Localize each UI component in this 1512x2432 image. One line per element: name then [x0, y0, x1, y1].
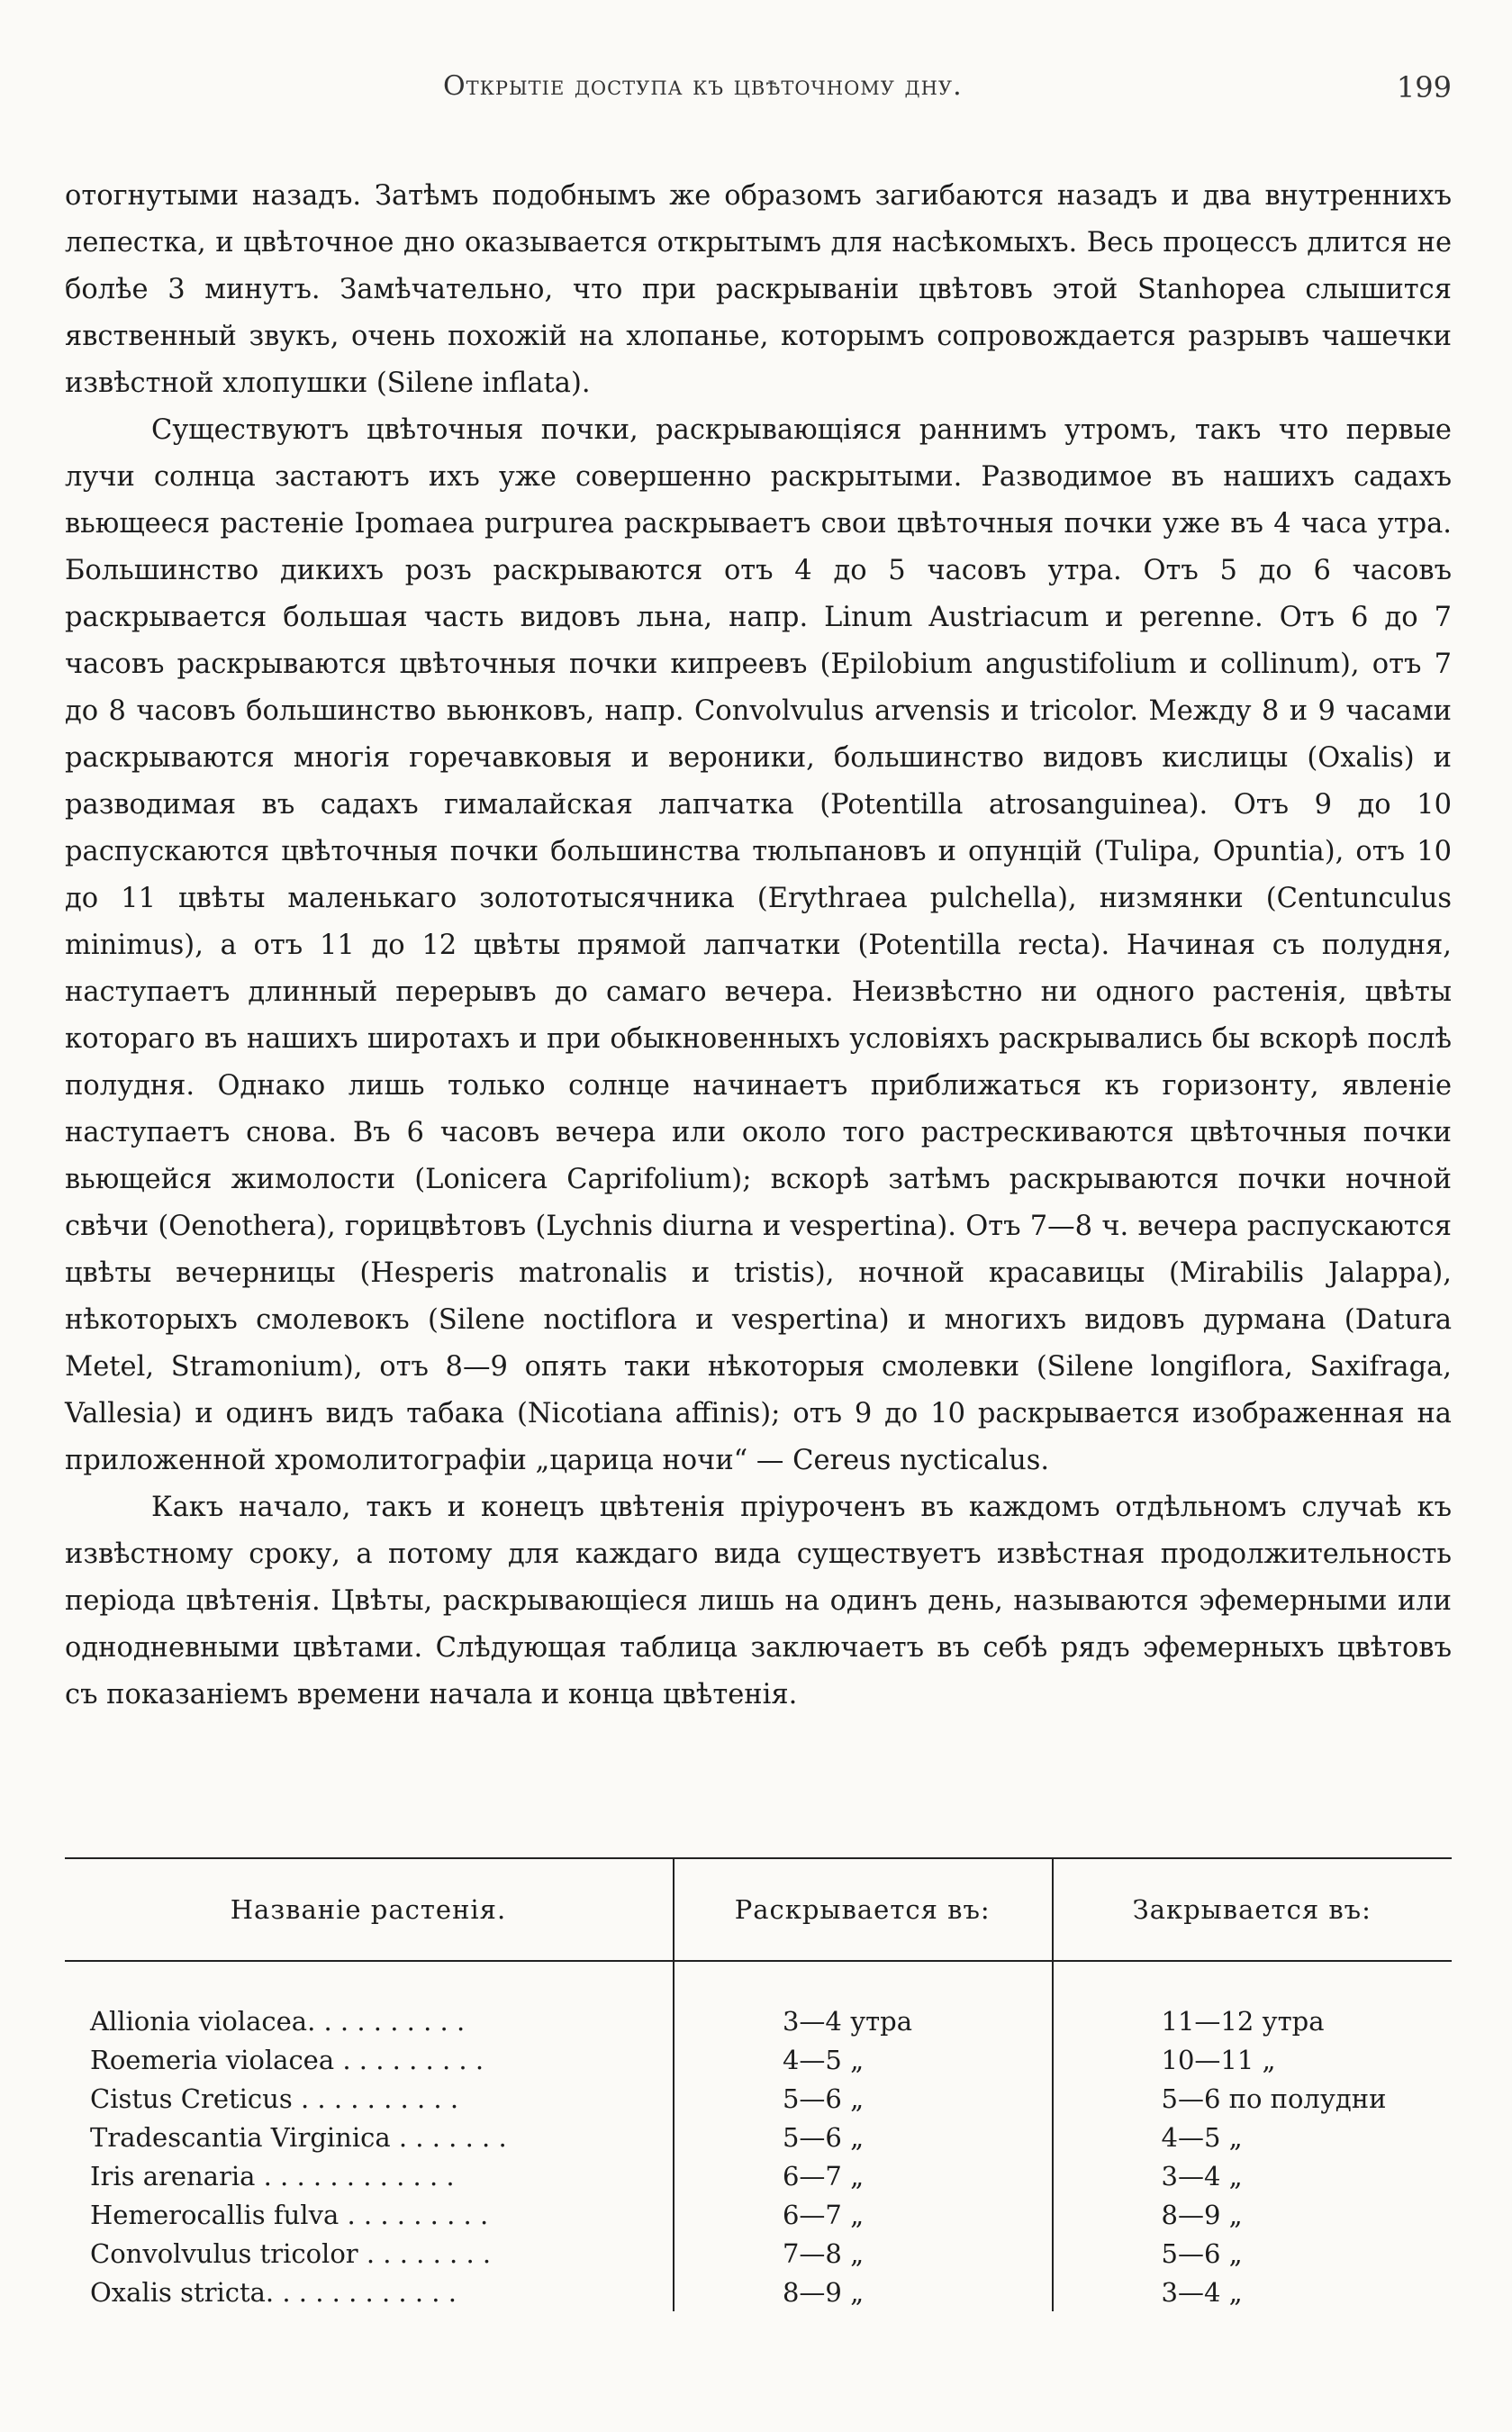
plant-name-cell: Oxalis stricta. . . . . . . . . . . .: [90, 2276, 457, 2308]
page-title: Открытіе доступа къ цвѣточному дну.: [443, 70, 963, 102]
closes-cell: 10—11 „: [1053, 2040, 1452, 2079]
closes-cell: 5—6 „: [1053, 2234, 1452, 2273]
paragraph-1: отогнутыми назадъ. Затѣмъ подобнымъ же образомъ загибаются назадъ и два внутреннихъ лепестка, и цвѣточное дно оказывается открытымъ для насѣкомыхъ. Весь процессъ длится не болѣе 3 минутъ. Замѣчательно, что при раскрываніи цвѣтовъ этой Stanhopea слышится явственный звукъ, очень похожій на хлопанье, которымъ сопровождается разрывъ чашечки извѣстной хлопушки (Silene inflata).: [65, 180, 1452, 399]
page-number: 199: [1396, 70, 1452, 104]
plant-name-cell: Convolvulus tricolor . . . . . . . .: [90, 2237, 492, 2269]
closes-cell: 4—5 „: [1053, 2118, 1452, 2156]
ephemeral-flowers-table: [65, 1857, 1452, 2311]
table-row: [65, 2001, 1452, 2040]
plant-name-cell: Iris arenaria . . . . . . . . . . . .: [90, 2160, 455, 2192]
table-row: [65, 2234, 1452, 2273]
plant-name-cell: Allionia violacea. . . . . . . . . .: [90, 2005, 466, 2037]
closes-cell: 11—12 утра: [1053, 2001, 1452, 2040]
paragraph-2: Существуютъ цвѣточныя почки, раскрывающіяся раннимъ утромъ, такъ что первые лучи солнца застаютъ ихъ уже совершенно раскрытыми. Разводимое въ нашихъ садахъ вьющееся растеніе Ipomaea purpurea раскрываетъ свои цвѣточныя почки уже въ 4 часа утра. Большинство дикихъ розъ раскрываются отъ 4 до 5 часовъ утра. Отъ 5 до 6 часовъ раскрывается большая часть видовъ льна, напр. Linum Austriacum и perenne. Отъ 6 до 7 часовъ раскрываются цвѣточныя почки кипреевъ (Epilobium angustifolium и collinum), отъ 7 до 8 часовъ большинство вьюнковъ, напр. Convolvulus arvensis и tricolor. Между 8 и 9 часами раскрываются многія горечавковыя и вероники, большинство видовъ кислицы (Oxalis) и разводимая въ садахъ гималайская лапчатка (Potentilla atrosanguinea). Отъ 9 до 10 распускаются цвѣточныя почки большинства тюльпановъ и опунцій (Tulipa, Opuntia), отъ 10 до 11 цвѣты маленькаго золототысячника (Erythraea pulchella), низмянки (Centunculus minimus), а отъ 11 до 12 цвѣты прямой лапчатки (Potentilla recta). Начиная съ полудня, наступаетъ длинный перерывъ до самаго вечера. Неизвѣстно ни одного растенія, цвѣты котораго въ нашихъ широтахъ и при обыкновенныхъ условіяхъ раскрывались бы вскорѣ послѣ полудня. Однако лишь только солнце начинаетъ приближаться къ горизонту, явленіе наступаетъ снова. Въ 6 часовъ вечера или около того растрескиваются цвѣточныя почки вьющейся жимолости (Lonicera Caprifolium); вскорѣ затѣмъ раскрываются почки ночной свѣчи (Oenothera), горицвѣтовъ (Lychnis diurna и vespertina). Отъ 7—8 ч. вечера распускаются цвѣты вечерницы (Hesperis matronalis и tristis), ночной красавицы (Mirabilis Jalappa), нѣкоторыхъ смолевокъ (Silene noctiflora и vespertina) и многихъ видовъ дурмана (Datura Metel, Stramonium), отъ 8—9 опять таки нѣкоторыя смолевки (Silene longiflora, Saxifraga, Vallesia) и одинъ видъ табака (Nicotiana affinis); отъ 9 до 10 раскрывается изображенная на приложенной хромолитографіи „царица ночи“ — Cereus nycticalus.: [65, 414, 1452, 1476]
running-header: [65, 70, 1452, 115]
table-spacer-row: [65, 1961, 1452, 2001]
opens-cell: 6—7 „: [674, 2195, 1053, 2234]
plant-name-cell: Cistus Creticus . . . . . . . . . .: [90, 2083, 459, 2114]
opens-cell: 5—6 „: [674, 2118, 1053, 2156]
closes-cell: 8—9 „: [1053, 2195, 1452, 2234]
table-row: [65, 2040, 1452, 2079]
closes-cell: 3—4 „: [1053, 2156, 1452, 2195]
plant-name-cell: Tradescantia Virginica . . . . . . .: [90, 2121, 507, 2153]
table-header-row: [65, 1858, 1452, 1961]
opens-cell: 5—6 „: [674, 2079, 1053, 2118]
opens-cell: 6—7 „: [674, 2156, 1053, 2195]
table-row: [65, 2156, 1452, 2195]
closes-cell: 5—6 по полудни: [1053, 2079, 1452, 2118]
column-header-opens: Раскрывается въ:: [674, 1858, 1053, 1961]
body-text: [65, 173, 1452, 1719]
column-header-closes: Закрывается въ:: [1053, 1858, 1452, 1961]
table-row: [65, 2118, 1452, 2156]
table-row: [65, 2079, 1452, 2118]
opens-cell: 4—5 „: [674, 2040, 1053, 2079]
opens-cell: 3—4 утра: [674, 2001, 1053, 2040]
opens-cell: 7—8 „: [674, 2234, 1053, 2273]
paragraph-3: Какъ начало, такъ и конецъ цвѣтенія пріуроченъ въ каждомъ отдѣльномъ случаѣ къ извѣстному сроку, а потому для каждаго вида существуетъ извѣстная продолжительность періода цвѣтенія. Цвѣты, раскрывающіеся лишь на одинъ день, называются эфемерными или однодневными цвѣтами. Слѣдующая таблица заключаетъ въ себѣ рядъ эфемерныхъ цвѣтовъ съ показаніемъ времени начала и конца цвѣтенія.: [65, 1492, 1452, 1711]
closes-cell: 3—4 „: [1053, 2273, 1452, 2311]
table-row: [65, 2195, 1452, 2234]
plant-name-cell: Hemerocallis fulva . . . . . . . . .: [90, 2199, 489, 2230]
column-header-plant-name: Названіе растенія.: [65, 1858, 674, 1961]
opens-cell: 8—9 „: [674, 2273, 1053, 2311]
book-page: [65, 0, 1452, 2432]
table-row: [65, 2273, 1452, 2311]
plant-name-cell: Roemeria violacea . . . . . . . . .: [90, 2044, 484, 2075]
